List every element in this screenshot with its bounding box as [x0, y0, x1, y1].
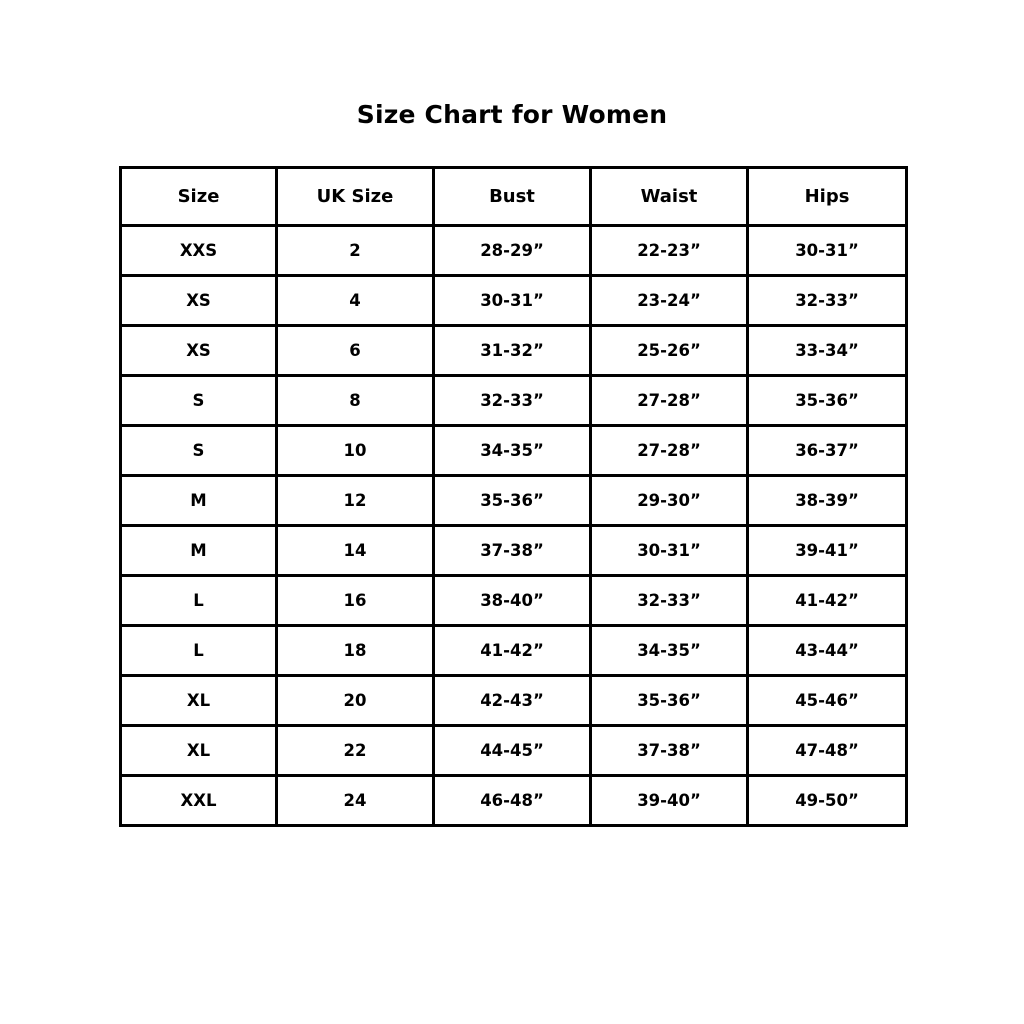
cell-waist: 37-38” — [591, 726, 748, 776]
cell-uk: 8 — [277, 376, 434, 426]
cell-waist: 27-28” — [591, 426, 748, 476]
size-chart-table — [119, 166, 908, 827]
cell-hips: 33-34” — [748, 326, 907, 376]
column-header-hips: Hips — [748, 168, 907, 226]
cell-hips: 47-48” — [748, 726, 907, 776]
cell-bust: 37-38” — [434, 526, 591, 576]
cell-hips: 39-41” — [748, 526, 907, 576]
cell-uk: 24 — [277, 776, 434, 826]
cell-hips: 36-37” — [748, 426, 907, 476]
column-header-uk-size: UK Size — [277, 168, 434, 226]
cell-size: XXS — [121, 226, 277, 276]
cell-bust: 46-48” — [434, 776, 591, 826]
cell-uk: 22 — [277, 726, 434, 776]
cell-size: XL — [121, 726, 277, 776]
cell-uk: 16 — [277, 576, 434, 626]
cell-hips: 35-36” — [748, 376, 907, 426]
cell-waist: 25-26” — [591, 326, 748, 376]
cell-bust: 35-36” — [434, 476, 591, 526]
cell-waist: 27-28” — [591, 376, 748, 426]
cell-hips: 43-44” — [748, 626, 907, 676]
table-row — [121, 576, 907, 626]
table-row — [121, 376, 907, 426]
cell-bust: 42-43” — [434, 676, 591, 726]
cell-waist: 32-33” — [591, 576, 748, 626]
cell-hips: 30-31” — [748, 226, 907, 276]
cell-waist: 39-40” — [591, 776, 748, 826]
table-row — [121, 326, 907, 376]
table-body — [121, 226, 907, 826]
column-header-bust: Bust — [434, 168, 591, 226]
cell-size: M — [121, 526, 277, 576]
cell-uk: 2 — [277, 226, 434, 276]
cell-size: L — [121, 576, 277, 626]
cell-uk: 12 — [277, 476, 434, 526]
table-header-row — [121, 168, 907, 226]
cell-uk: 14 — [277, 526, 434, 576]
cell-bust: 34-35” — [434, 426, 591, 476]
cell-size: XL — [121, 676, 277, 726]
cell-bust: 38-40” — [434, 576, 591, 626]
cell-bust: 28-29” — [434, 226, 591, 276]
cell-bust: 44-45” — [434, 726, 591, 776]
size-chart-table-container — [119, 166, 905, 827]
cell-waist: 29-30” — [591, 476, 748, 526]
cell-hips: 49-50” — [748, 776, 907, 826]
cell-bust: 32-33” — [434, 376, 591, 426]
page-title: Size Chart for Women — [356, 100, 668, 129]
cell-waist: 35-36” — [591, 676, 748, 726]
table-row — [121, 276, 907, 326]
cell-size: XS — [121, 276, 277, 326]
table-row — [121, 776, 907, 826]
cell-uk: 4 — [277, 276, 434, 326]
cell-size: L — [121, 626, 277, 676]
column-header-waist: Waist — [591, 168, 748, 226]
cell-hips: 32-33” — [748, 276, 907, 326]
cell-size: XS — [121, 326, 277, 376]
cell-uk: 6 — [277, 326, 434, 376]
table-row — [121, 426, 907, 476]
cell-bust: 41-42” — [434, 626, 591, 676]
cell-uk: 10 — [277, 426, 434, 476]
cell-size: S — [121, 376, 277, 426]
cell-size: XXL — [121, 776, 277, 826]
column-header-size: Size — [121, 168, 277, 226]
table-row — [121, 526, 907, 576]
table-row — [121, 676, 907, 726]
cell-waist: 30-31” — [591, 526, 748, 576]
cell-waist: 23-24” — [591, 276, 748, 326]
table-header — [121, 168, 907, 226]
table-row — [121, 626, 907, 676]
cell-hips: 41-42” — [748, 576, 907, 626]
cell-bust: 30-31” — [434, 276, 591, 326]
cell-size: M — [121, 476, 277, 526]
cell-hips: 45-46” — [748, 676, 907, 726]
cell-uk: 20 — [277, 676, 434, 726]
cell-uk: 18 — [277, 626, 434, 676]
table-row — [121, 476, 907, 526]
table-row — [121, 226, 907, 276]
cell-bust: 31-32” — [434, 326, 591, 376]
cell-waist: 22-23” — [591, 226, 748, 276]
cell-size: S — [121, 426, 277, 476]
cell-hips: 38-39” — [748, 476, 907, 526]
table-row — [121, 726, 907, 776]
cell-waist: 34-35” — [591, 626, 748, 676]
